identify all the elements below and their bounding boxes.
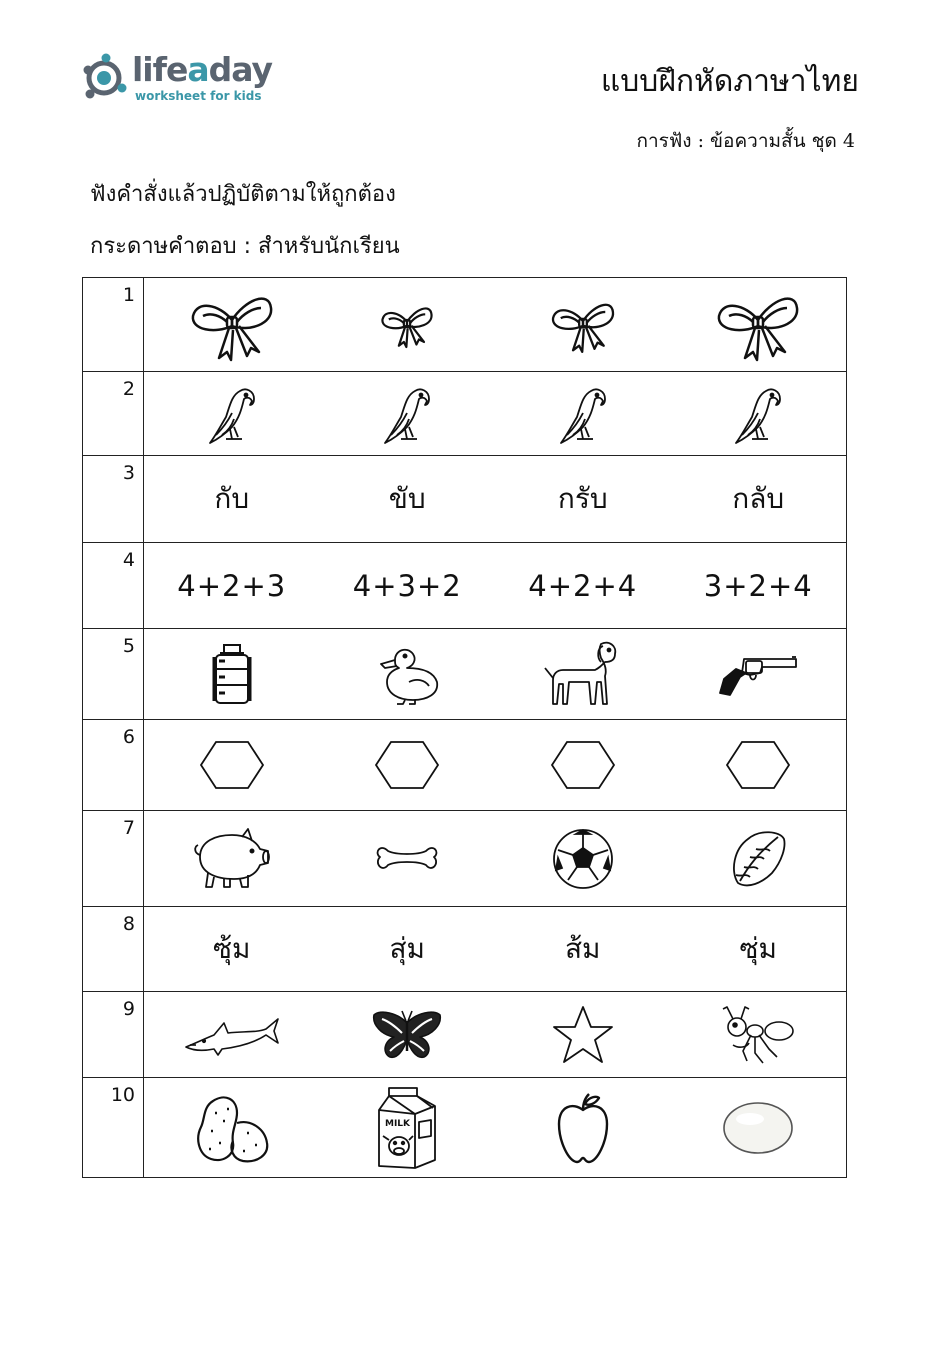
answer-option[interactable] xyxy=(144,477,320,521)
answer-options xyxy=(144,1078,847,1178)
hexagon-icon xyxy=(725,740,791,790)
answer-option[interactable] xyxy=(144,383,320,445)
thai-word: ขับ xyxy=(388,482,426,515)
cabbage-icon xyxy=(728,827,788,891)
bow-large-icon xyxy=(189,286,275,364)
pig-icon xyxy=(190,827,274,891)
answer-option[interactable] xyxy=(495,569,671,603)
row-number: 1 xyxy=(83,278,144,372)
table-row xyxy=(83,629,847,720)
table-row xyxy=(83,907,847,992)
math-expression: 3+2+4 xyxy=(703,568,813,603)
math-expression: 4+3+2 xyxy=(352,568,462,603)
table-row xyxy=(83,992,847,1078)
molecule-logo-icon xyxy=(82,52,130,102)
answer-option[interactable] xyxy=(320,569,496,603)
parrot-icon xyxy=(206,383,258,445)
answer-option[interactable] xyxy=(671,927,847,971)
math-expression: 4+2+3 xyxy=(177,568,287,603)
butterfly-icon xyxy=(372,1009,442,1061)
row-number: 2 xyxy=(83,372,144,456)
soccer-ball-icon xyxy=(552,828,614,890)
logo xyxy=(82,50,282,104)
answer-option[interactable] xyxy=(671,827,847,891)
bow-large-icon xyxy=(715,286,801,364)
page-subtitle: การฟัง : ข้อความสั้น ชุด 4 xyxy=(636,130,855,152)
bow-small-icon xyxy=(380,300,434,350)
answer-option[interactable] xyxy=(320,642,496,706)
answer-option[interactable] xyxy=(495,927,671,971)
revolver-icon xyxy=(716,649,800,699)
dolphin-icon xyxy=(184,1013,280,1057)
thai-word: ส้ม xyxy=(564,932,601,965)
row-number: 5 xyxy=(83,629,144,720)
answer-option[interactable] xyxy=(495,383,671,445)
thai-word: ซุ่ม xyxy=(739,932,777,965)
answer-option[interactable] xyxy=(144,827,320,891)
instruction-line-2: กระดาษคำตอบ : สำหรับนักเรียน xyxy=(90,234,400,259)
answer-table xyxy=(82,277,847,1178)
answer-options xyxy=(144,372,847,456)
food-carrier-icon xyxy=(210,641,254,707)
answer-option[interactable] xyxy=(495,1092,671,1164)
answer-option[interactable] xyxy=(144,286,320,364)
answer-option[interactable] xyxy=(144,740,320,790)
answer-option[interactable] xyxy=(495,1005,671,1065)
answer-options xyxy=(144,811,847,907)
row-number: 10 xyxy=(83,1078,144,1178)
instruction-line-1: ฟังคำสั่งแล้วปฏิบัติตามให้ถูกต้อง xyxy=(90,182,396,207)
row-number: 8 xyxy=(83,907,144,992)
milk-carton-icon xyxy=(377,1086,437,1170)
answer-option[interactable] xyxy=(671,477,847,521)
row-number: 3 xyxy=(83,456,144,543)
thai-word: กลับ xyxy=(732,482,785,515)
table-row xyxy=(83,1078,847,1178)
dog-icon xyxy=(543,638,623,710)
parrot-icon xyxy=(381,383,433,445)
logo-tagline: worksheet for kids xyxy=(135,89,262,103)
hexagon-icon xyxy=(199,740,265,790)
answer-option[interactable] xyxy=(144,569,320,603)
answer-option[interactable] xyxy=(671,1101,847,1155)
apple-icon xyxy=(555,1092,611,1164)
svg-text:MILK: MILK xyxy=(385,1118,411,1129)
answer-options xyxy=(144,720,847,811)
answer-option[interactable] xyxy=(320,383,496,445)
thai-word: ซุ้ม xyxy=(213,932,251,965)
thai-word: กรับ xyxy=(557,482,608,515)
egg-icon xyxy=(722,1101,794,1155)
answer-option[interactable] xyxy=(320,477,496,521)
answer-options xyxy=(144,629,847,720)
answer-option[interactable] xyxy=(495,740,671,790)
table-row xyxy=(83,720,847,811)
row-number: 6 xyxy=(83,720,144,811)
answer-option[interactable] xyxy=(495,294,671,356)
page-title: แบบฝึกหัดภาษาไทย xyxy=(600,64,859,99)
answer-option[interactable] xyxy=(144,641,320,707)
parrot-icon xyxy=(732,383,784,445)
row-number: 4 xyxy=(83,543,144,629)
answer-option[interactable] xyxy=(320,837,496,881)
answer-option[interactable] xyxy=(144,1091,320,1165)
answer-option[interactable] xyxy=(495,638,671,710)
table-row xyxy=(83,811,847,907)
table-row xyxy=(83,456,847,543)
answer-option[interactable] xyxy=(144,927,320,971)
answer-option[interactable] xyxy=(320,1009,496,1061)
answer-option[interactable] xyxy=(495,477,671,521)
duck-icon xyxy=(373,642,441,706)
answer-option[interactable] xyxy=(671,383,847,445)
star-icon xyxy=(552,1005,614,1065)
parrot-icon xyxy=(557,383,609,445)
answer-option[interactable] xyxy=(320,927,496,971)
table-row xyxy=(83,372,847,456)
answer-option[interactable] xyxy=(320,300,496,350)
table-row xyxy=(83,278,847,372)
math-expression: 4+2+4 xyxy=(528,568,638,603)
answer-option[interactable] xyxy=(671,740,847,790)
answer-option[interactable] xyxy=(671,569,847,603)
row-number: 7 xyxy=(83,811,144,907)
logo-wordmark: lifeaday xyxy=(132,50,273,89)
ant-icon xyxy=(721,1005,795,1065)
answer-option[interactable] xyxy=(671,286,847,364)
answer-options xyxy=(144,456,847,543)
bone-icon xyxy=(374,837,440,881)
answer-options xyxy=(144,278,847,372)
table-row xyxy=(83,543,847,629)
hexagon-icon xyxy=(550,740,616,790)
thai-word: กับ xyxy=(214,482,250,515)
answer-options xyxy=(144,543,847,629)
answer-option[interactable] xyxy=(495,828,671,890)
thai-word: สุ่ม xyxy=(389,932,426,965)
answer-option[interactable] xyxy=(144,1013,320,1057)
bow-medium-icon xyxy=(550,294,616,356)
potatoes-icon xyxy=(193,1091,271,1165)
answer-option[interactable] xyxy=(671,1005,847,1065)
answer-options xyxy=(144,907,847,992)
hexagon-icon xyxy=(374,740,440,790)
answer-option[interactable] xyxy=(671,649,847,699)
row-number: 9 xyxy=(83,992,144,1078)
answer-options xyxy=(144,992,847,1078)
answer-option[interactable] xyxy=(320,1086,496,1170)
answer-option[interactable] xyxy=(320,740,496,790)
